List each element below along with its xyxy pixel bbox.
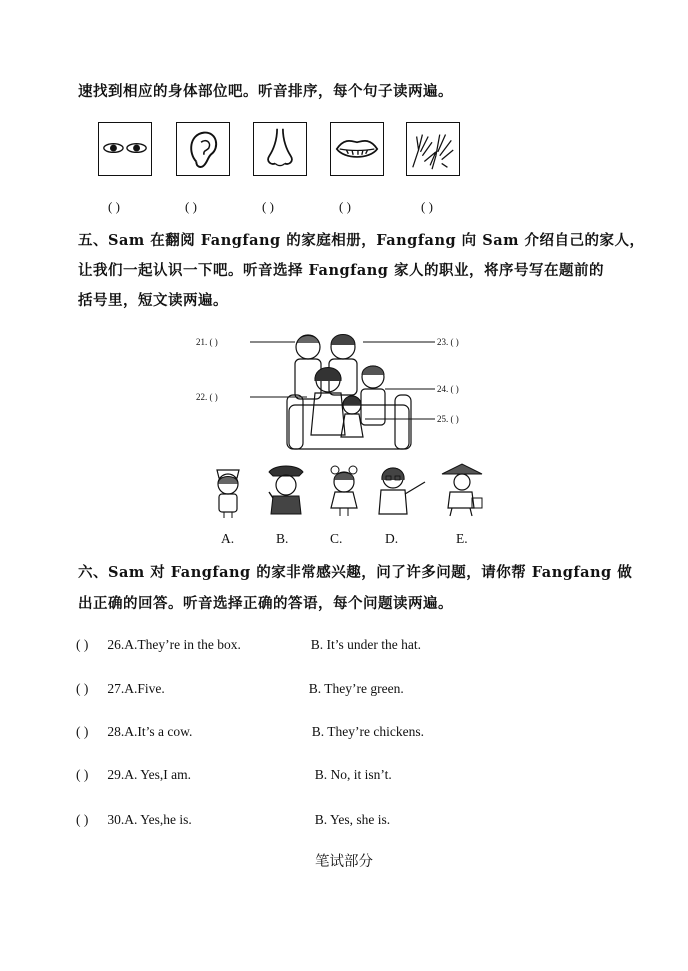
family-label-24[interactable]: 24. ( ) [437, 384, 459, 394]
question-29-option-b: B. No, it isn’t. [314, 767, 392, 782]
family-label-22[interactable]: 22. ( ) [196, 392, 218, 402]
section5-heading-line3: 括号里，短文读两遍。 [78, 292, 228, 309]
section5-heading-line2: 让我们一起认识一下吧。听音选择 Fangfang 家人的职业，将序号写在题前的 [78, 262, 604, 279]
question-27-option-b: B. They’re green. [308, 681, 404, 696]
family-label-23[interactable]: 23. ( ) [437, 337, 459, 347]
ear-icon [177, 123, 229, 175]
occupation-d-teacher [367, 458, 429, 520]
eyes-picture [98, 122, 152, 176]
section6-heading-line2: 出正确的回答。听音选择正确的答语，每个问题读两遍。 [78, 595, 453, 612]
family-label-25[interactable]: 25. ( ) [437, 414, 459, 424]
section4-instruction: 速找到相应的身体部位吧。听音排序，每个句子读两遍。 [78, 83, 453, 100]
written-part-title: 笔试部分 [315, 854, 373, 870]
section5-heading-line1: 五、Sam 在翻阅 Fangfang 的家庭相册，Fangfang 向 Sam 介绍自己的家人， [78, 232, 645, 249]
student-icon [313, 458, 375, 520]
question-26-option-a: 26.A.They’re in the box. [107, 637, 241, 652]
question-30-option-a: 30.A. Yes,he is. [107, 812, 192, 827]
mouth-picture [330, 122, 384, 176]
pointer-lines [245, 335, 445, 435]
teacher-icon [367, 458, 429, 520]
question-26-paren[interactable]: ( ) [76, 637, 89, 652]
hands-picture [406, 122, 460, 176]
occupation-letter-c: C. [330, 531, 343, 546]
occupation-e-farmer [432, 458, 494, 520]
question-26-option-b: B. It’s under the hat. [310, 637, 421, 652]
mouth-icon [331, 123, 383, 175]
hands-icon [407, 123, 459, 175]
answer-paren-4[interactable]: ( ) [339, 199, 351, 214]
nose-picture [253, 122, 307, 176]
question-26 [76, 637, 421, 653]
question-30-option-b: B. Yes, she is. [314, 812, 391, 827]
family-label-21[interactable]: 21. ( ) [196, 337, 218, 347]
question-27-option-a: 27.A.Five. [107, 681, 165, 696]
occupation-letter-a: A. [221, 531, 235, 546]
nose-icon [254, 123, 306, 175]
occupation-a-nurse [197, 458, 259, 520]
question-27 [76, 681, 404, 697]
answer-paren-5[interactable]: ( ) [421, 199, 433, 214]
occupation-b-police-officer [255, 458, 317, 520]
answer-paren-1[interactable]: ( ) [108, 199, 120, 214]
nurse-icon [197, 458, 259, 520]
question-28-paren[interactable]: ( ) [76, 724, 89, 739]
farmer-icon [432, 458, 494, 520]
question-28-option-a: 28.A.It’s a cow. [107, 724, 193, 739]
section6-heading-line1: 六、Sam 对 Fangfang 的家非常感兴趣，问了许多问题，请你帮 Fangfang 做 [78, 564, 633, 581]
ear-picture [176, 122, 230, 176]
question-29-paren[interactable]: ( ) [76, 767, 89, 782]
answer-paren-2[interactable]: ( ) [185, 199, 197, 214]
police-officer-icon [255, 458, 317, 520]
question-29 [76, 767, 392, 783]
question-28-option-b: B. They’re chickens. [311, 724, 424, 739]
question-27-paren[interactable]: ( ) [76, 681, 89, 696]
question-29-option-a: 29.A. Yes,I am. [107, 767, 192, 782]
occupation-letter-b: B. [276, 531, 289, 546]
question-28 [76, 724, 424, 740]
question-30 [76, 812, 390, 828]
occupation-letter-e: E. [456, 531, 468, 546]
eyes-icon [99, 123, 151, 175]
occupation-c-student [313, 458, 375, 520]
question-30-paren[interactable]: ( ) [76, 812, 89, 827]
answer-paren-3[interactable]: ( ) [262, 199, 274, 214]
occupation-letter-d: D. [385, 531, 399, 546]
